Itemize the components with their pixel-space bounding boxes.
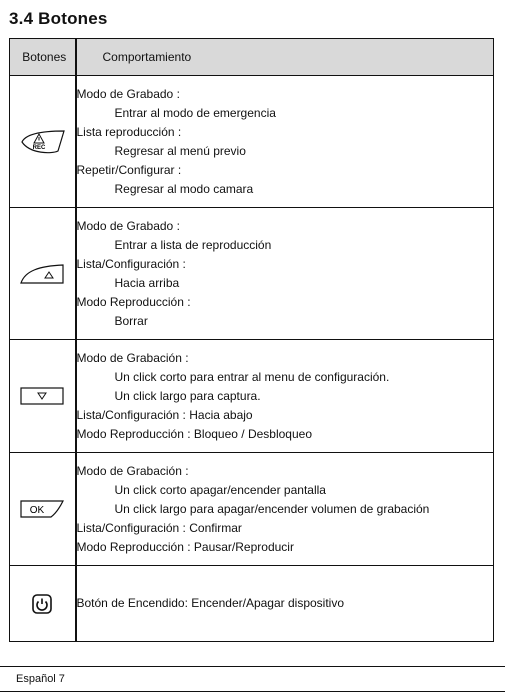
action-line: Un click largo para captura. [114, 388, 261, 403]
mode-line: Repetir/Configurar : [76, 162, 182, 177]
mode-line: Modo Reproducción : Pausar/Reproducir [76, 539, 294, 554]
ok-label: OK [30, 505, 45, 516]
table-header-row [10, 39, 494, 76]
section-title: 3.4 Botones [9, 9, 108, 28]
behavior-cell [76, 208, 494, 340]
down-arrow-button-icon [19, 386, 65, 406]
action-line: Un click corto para entrar al menu de configuración. [114, 369, 390, 384]
action-line: Hacia arriba [114, 275, 180, 290]
footer-divider [0, 691, 505, 692]
power-button-icon [31, 593, 53, 615]
ok-button-icon [19, 499, 65, 519]
table-row [10, 453, 494, 566]
mode-line: Lista/Configuración : Confirmar [76, 520, 242, 535]
action-line: Regresar al menú previo [114, 143, 246, 158]
buttons-table [9, 38, 494, 642]
mode-line: Modo de Grabado : [76, 218, 180, 233]
behavior-cell [76, 76, 494, 208]
power-description: Botón de Encendido: Encender/Apagar dispositivo [76, 596, 345, 610]
table-row [10, 340, 494, 453]
column-header-behavior: Comportamiento [76, 39, 494, 76]
mode-line: Modo de Grabación : [76, 463, 189, 478]
mode-line: Modo de Grabación : [76, 350, 189, 365]
rec-warning-button-icon [18, 129, 66, 155]
mode-line: Modo Reproducción : Bloqueo / Desbloqueo [76, 426, 312, 441]
action-line: Borrar [114, 313, 148, 328]
table-row [10, 76, 494, 208]
rec-label: REC [32, 144, 46, 151]
mode-line: Modo Reproducción : [76, 294, 191, 309]
behavior-cell [76, 340, 494, 453]
up-arrow-button-icon [19, 263, 65, 285]
column-header-buttons: Botones [10, 39, 76, 76]
action-line: Regresar al modo camara [114, 181, 254, 196]
mode-line: Lista/Configuración : [76, 256, 186, 271]
footer-divider [0, 666, 505, 667]
behavior-cell [76, 453, 494, 566]
table-row [10, 208, 494, 340]
behavior-cell [76, 566, 494, 642]
page-footer: Español 7 [16, 673, 65, 685]
action-line: Entrar a lista de reproducción [114, 237, 272, 252]
table-row [10, 566, 494, 642]
action-line: Entrar al modo de emergencia [114, 105, 276, 120]
mode-line: Modo de Grabado : [76, 86, 180, 101]
action-line: Un click corto apagar/encender pantalla [114, 482, 326, 497]
mode-line: Lista/Configuración : Hacia abajo [76, 407, 253, 422]
mode-line: Lista reproducción : [76, 124, 182, 139]
action-line: Un click largo para apagar/encender volumen de grabación [114, 501, 430, 516]
